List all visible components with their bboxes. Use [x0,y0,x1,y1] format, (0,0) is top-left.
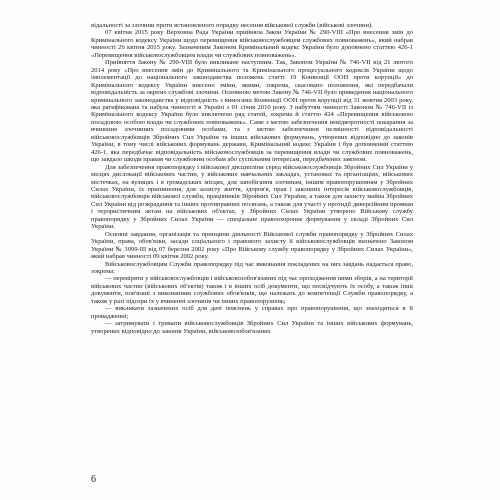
text-body [91,22,413,335]
paragraph: Прийняття Закону № 290-VIII було викликане наступним. Так, Законом України № 746-VII від 21 лютого 2014 року «Про внесення змін до Кримінального та Кримінального процесуального кодексів України щодо імплементації до національного законодавства положень статті 19 Конвенції ООН проти корупції» до Кримінального кодексу України внесено зміни, якими, зокрема, скасовано положення, які передбачали відповідальність за окремо службові злочини. Основною метою Закону № 746-VII було приведення національного кримінального законодавства у відповідність з вимогами Конвенції ООН проти корупції від 31 жовтня 2003 року, яка ратифікована та набула чинності в Україні з 01 січня 2010 року. З набуттям чинності Законом № 746-VII із Кримінального кодексу України було виключено ряд статей, зокрема й статтю 424 «Перевищення військовою посадовою особою влади чи службових повноважень». Саме з метою забезпечення невідворотності покарання за вчинення злочинних посадовими особами, та з метою забезпечення незмінності відповідальності військовослужбовців Збройних Сил України та інших військових формувань, утворених відповідно до законів України, в тому числі військових формувань держави, Кримінальний кодекс України і був доповнений статтею 426-1, яка передбачає відповідальність військовослужбовців за перевищення влади чи службових повноважень, що завдало шкоди правам чи службовим особам або суспільним інтересам, передбачених законом. [91,59,413,164]
page-number: 6 [91,474,96,485]
paragraph: 07 квітня 2015 року Верховна Рада України прийняла Закон України № 290-VIII «Про внесення змін до Кримінального кодексу України щодо перевищення військовослужбовцем службових повноважень», який набрав чинності 26 квітня 2015 року. Зазначеним Законом Кримінальний кодекс України було доповнено статтею 426-1 «Перевищення військовослужбовцем влади чи службових повноважень». [91,29,413,59]
list-item: — затримувати і тримати військовослужбовців Збройних Сил України та інших військових формувань, утворених відповідно до законів України, військовозобов'язаних [91,320,413,335]
paragraph: Для забезпечення правопорядку і військової дисципліни серед військовослужбовців Збройних Сил України у місцях дислокації військових частин, у військових навчальних закладах, установах та організаціях, військових містечках, на вулицях і в громадських місцях, для запобігання злочинам, іншим правопорушенням у Збройних Силах України, їх припинення, для захисту життя, здоров'я, прав і законних інтересів військовослужбовців, військовослужбовців військової служби, працівників Збройних Сил України, а також для захисту майна Збройних Сил України від розкрадання та інших протиправних посягань, а також для участі у протидії диверсійним проявам і терористичним актам на військових об'єктах, у Збройних Силах України утворено Військову службу правопорядку у Збройних Силах України — спеціальне правоохоронне формування у складі Збройних Сил України. [91,163,413,231]
paragraph: Основні завдання, організація та принципи діяльності Військової служби правопорядку у Збройних Силах України, права, обов'язки, засади соціального і правового захисту її військовослужбовців визначено Законом України № 3099-III від 07 березня 2002 року «Про Військову службу правопорядку у Збройних Силах України», який набрав чинності 09 квітня 2002 року. [91,230,413,261]
paragraph: Військовослужбовцям Служби правопорядку під час виконання покладених на них завдань надається право, зокрема: [91,260,413,275]
list-item: — перевіряти у військовослужбовців і військовозобов'язаних під час проходження ними зборів, а на території військових частин (військових об'єктів) також і в інших осіб документи, що посвідчують їх особу, а також інші документи, пов'язані з виконанням службових обов'язків, що належать до компетенції Служби правопорядку, а також у разі підозри їх у вчиненні злочинів чи інших правопорушень; [91,275,413,305]
list-item: — викликати зазначених осіб для дачі пояснень у справах про правопорушення, що знаходяться в її провадженні; [91,305,413,320]
paragraph: відальності за злочини проти встановленого порядку несення військової служби (військові злочини). [91,22,373,29]
